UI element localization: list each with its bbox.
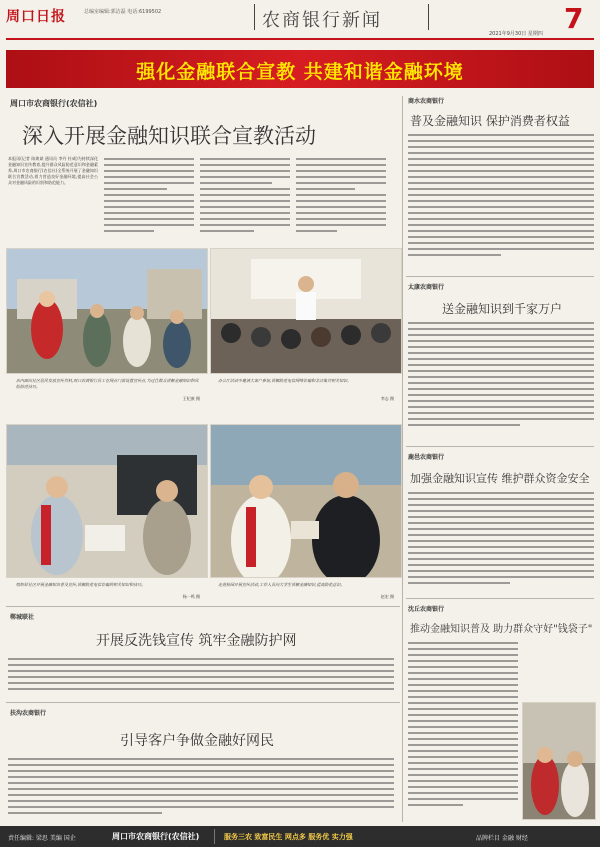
banner-text: 强化金融联合宣教 共建和谐金融环境	[136, 61, 464, 83]
sidebar-3-body	[408, 492, 594, 592]
issue-date: 2021年9月30日 星期四	[489, 31, 543, 37]
sidebar-4-headline: 推动金融知识普及 助力群众守好"钱袋子"	[410, 624, 593, 635]
footer-divider	[214, 829, 215, 844]
article-2-headline: 引导客户争做金融好网民	[120, 733, 274, 749]
photo-caption-2: 办公厅活动中邀请大客户参加,讲解防范电信网络诈骗和非法集资相关知识。	[218, 378, 352, 383]
photo-credit-4: 赵宏 摄	[380, 594, 394, 599]
footer-slogan: 服务三农 致富民生 网点多 服务优 实力强	[224, 833, 353, 841]
sidebar-2-headline: 送金融知识到千家万户	[442, 302, 563, 316]
footer-right: 品牌栏目 金融 财经	[476, 835, 528, 842]
article-divider-2	[6, 702, 400, 703]
sidebar-1-outlet: 商水农商银行	[408, 98, 445, 105]
sidebar-2-outlet: 太康农商银行	[408, 284, 445, 291]
photo-credit-2: 李志 摄	[380, 396, 394, 401]
photo-caption-4: 走进校园开展宣传活动,工作人员向大学生讲解金融知识,提高防范意识。	[218, 582, 345, 587]
sidebar-3-outlet: 鹿邑农商银行	[408, 454, 445, 461]
photo-indoor-meeting	[210, 248, 402, 374]
title-divider-left	[254, 4, 255, 30]
sidebar-divider-2	[406, 446, 594, 447]
sidebar-divider-1	[406, 276, 594, 277]
sidebar-2-body	[408, 322, 594, 438]
photo-shenqiu-staff	[522, 702, 596, 820]
column-divider	[402, 96, 403, 822]
slogan-banner	[6, 50, 594, 88]
sidebar-4-body	[408, 642, 518, 818]
article-1-outlet: 郸城联社	[10, 614, 35, 621]
footer-bar	[0, 826, 600, 847]
article-1-body	[8, 658, 394, 698]
photo-street-promotion	[6, 424, 208, 578]
article-2-outlet: 扶沟农商银行	[10, 710, 47, 717]
photo-campus-promotion	[210, 424, 402, 578]
sidebar-divider-3	[406, 598, 594, 599]
sidebar-4-outlet: 沈丘农商银行	[408, 606, 445, 613]
photo-caption-1: 店内面向社区居民发放宣传资料,周口农商银行员工在网点门前设置宣传点,为过往群众讲解金融知识和风险防范技巧。	[16, 378, 199, 389]
main-headline: 深入开展金融知识联合宣教活动	[22, 124, 316, 148]
photo-caption-3: 组织驻社区开展金融知识普及宣传,讲解防范电信诈骗的相关知识和技巧。	[16, 582, 146, 587]
editor-info: 总编室编辑:郭洁磊 电话:6199502	[84, 9, 162, 15]
main-kicker: 周口市农商银行(农信社)	[10, 99, 98, 108]
article-divider-1	[6, 606, 400, 607]
footer-left: 责任编辑: 梁思 美编 国企	[8, 835, 76, 842]
page-number: 7	[564, 2, 584, 35]
article-2-body	[8, 758, 394, 820]
article-1-headline: 开展反洗钱宣传 筑牢金融防护网	[96, 633, 297, 649]
masthead	[0, 0, 600, 44]
main-body-col-4	[296, 158, 386, 242]
photo-credit-3: 杨一鸣 摄	[182, 594, 200, 599]
photo-credit-1: 王纪康 摄	[182, 396, 200, 401]
newspaper-logo: 周口日报	[6, 9, 66, 25]
sidebar-1-body	[408, 134, 594, 268]
sidebar-1-headline: 普及金融知识 保护消费者权益	[410, 114, 570, 128]
title-divider-right	[428, 4, 429, 30]
photo-bank-staff-outdoor	[6, 248, 208, 374]
main-body-col-3	[200, 158, 290, 242]
main-body-col-2	[104, 158, 194, 242]
footer-brand: 周口市农商银行(农信社)	[112, 832, 200, 841]
section-title: 农商银行新闻	[262, 10, 382, 31]
main-lead-paragraph: 本报讯(记者 陈焕斌 通讯员 李丹 杜威)为持续深化金融知识宣传教育,提升群众风险防范意识和金融素养,周口市农商银行(农信社)全系统开展了金融知识联合宣教活动,着力营造良好金融环境,提高社会公众对金融风险的识别和防范能力。	[8, 156, 98, 185]
masthead-rule	[6, 38, 594, 40]
sidebar-3-headline: 加强金融知识宣传 维护群众资金安全	[410, 472, 590, 485]
